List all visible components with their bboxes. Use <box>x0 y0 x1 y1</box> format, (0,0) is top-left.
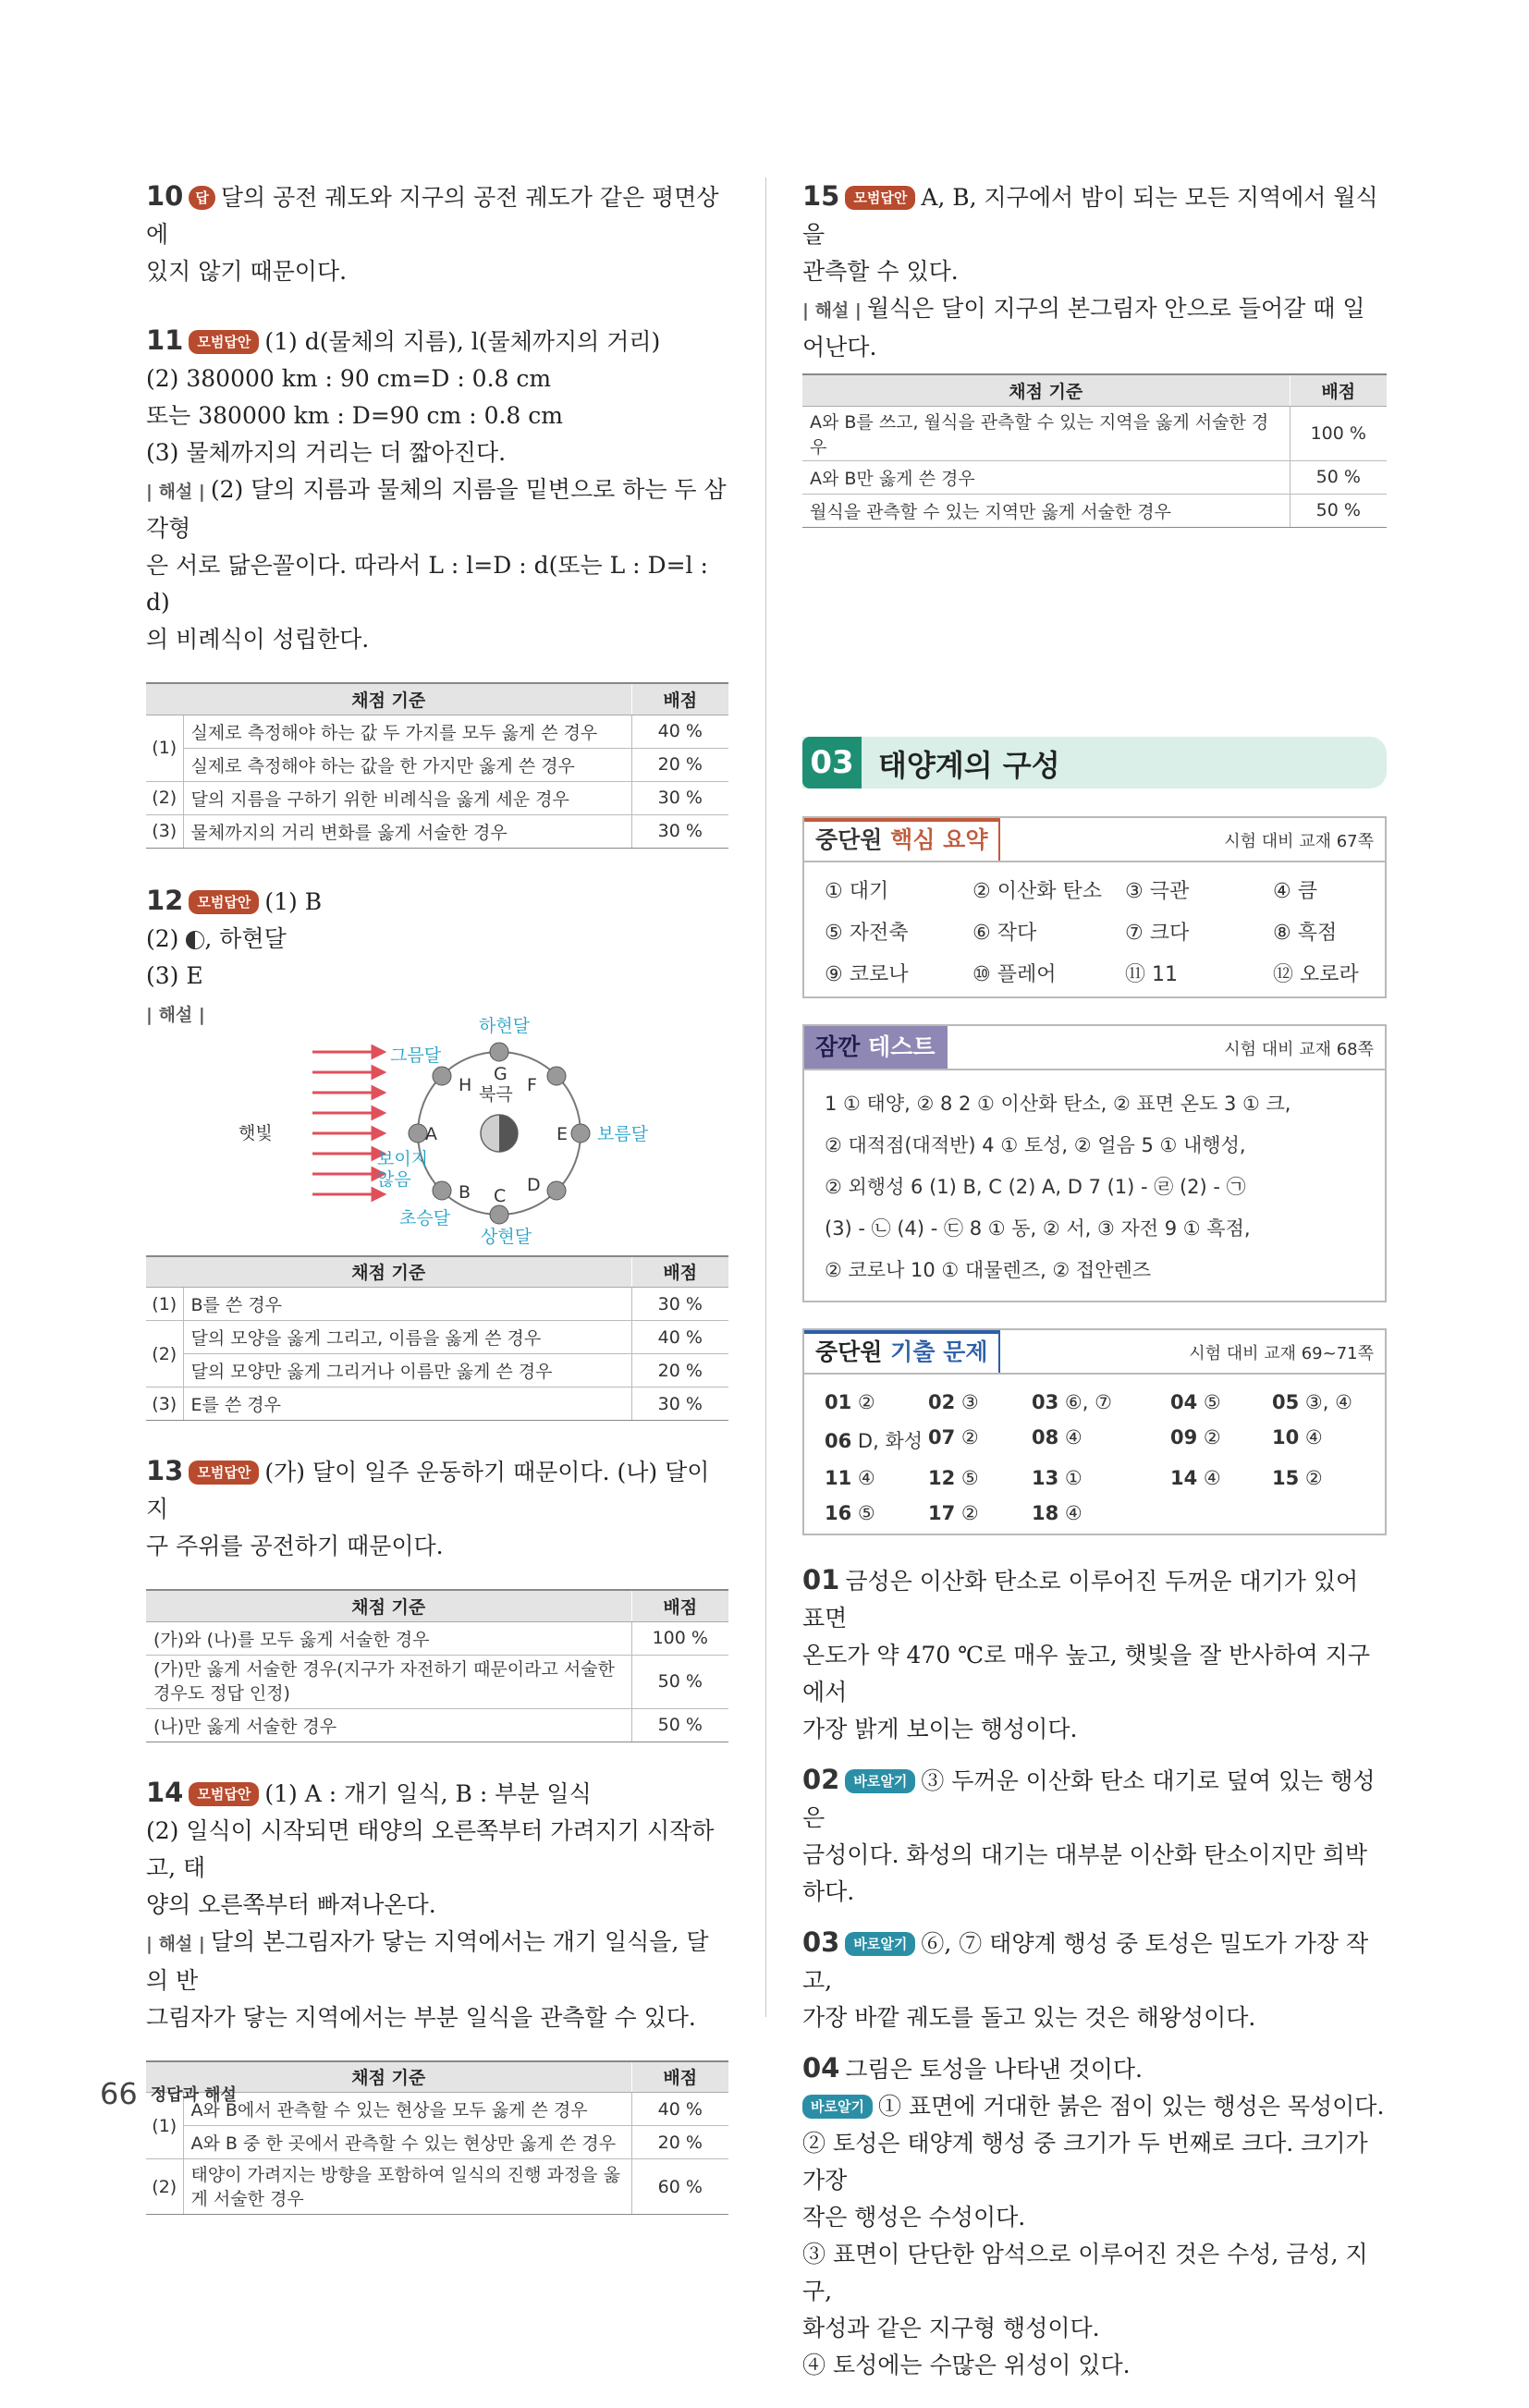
table-row: (1) 실제로 측정해야 하는 값 두 가지를 모두 옳게 쓴 경우 40 % <box>146 715 728 748</box>
page-footer <box>100 2076 237 2111</box>
page-number: 66 <box>100 2076 138 2111</box>
answer-text: (3) E <box>146 961 203 989</box>
question-03-explanation: 03 바로알기 ⑥, ⑦ 태양계 행성 중 토성은 밀도가 가장 작고, 가장 바깥 궤도를 돌고 있는 것은 해왕성이다. <box>802 1925 1369 2031</box>
explanation-label: | 해설 | <box>146 1933 205 1954</box>
list-item: ⑩ 플레어 <box>972 962 1057 986</box>
answer-text: 달의 공전 궤도와 지구의 공전 궤도가 같은 평면상에 <box>146 184 719 248</box>
grading-table-12 <box>146 1255 728 1422</box>
test-answer-line: ② 외행성 6 (1) B, C (2) A, D 7 (1) - ㉣ (2) - ㉠ <box>825 1175 1246 1198</box>
correction-badge: 바로알기 <box>845 1932 915 1956</box>
list-item: ⑤ 자전축 <box>825 921 909 945</box>
explanation-text: 달의 본그림자가 닿는 지역에서는 개기 일식을, 달의 반 <box>146 1927 709 1994</box>
exam-answer-item: 08 ④ <box>1032 1425 1083 1448</box>
explanation-text: 월식은 달이 지구의 본그림자 안으로 들어갈 때 일어난다. <box>802 295 1365 361</box>
exam-answer-item: 14 ④ <box>1170 1466 1221 1489</box>
svg-text:상현달: 상현달 <box>481 1226 532 1247</box>
list-item: ② 이산화 탄소 <box>972 879 1102 903</box>
grading-table-11 <box>146 682 728 849</box>
answer-text: (가) 달이 일주 운동하기 때문이다. (나) 달이 지 <box>146 1459 710 1522</box>
problem-10 <box>146 177 728 290</box>
summary-tab: 중단원 핵심 요약 <box>804 818 1000 861</box>
table-row: (2) 달의 모양을 옳게 그리고, 이름을 옳게 쓴 경우 40 % <box>146 1321 728 1354</box>
explanation-text: 그림자가 닿는 지역에서는 부분 일식을 관측할 수 있다. <box>146 2003 696 2031</box>
moon-phase-icon <box>186 931 204 949</box>
answer-text: (1) B <box>264 887 323 915</box>
exam-box <box>802 1328 1387 1535</box>
explanation-label: | 해설 | <box>146 1004 205 1025</box>
svg-text:A: A <box>425 1123 437 1144</box>
question-01-explanation: 01 금성은 이산화 탄소로 이루어진 두꺼운 대기가 있어 표면 온도가 약 470 ℃로 매우 높고, 햇빛을 잘 반사하여 지구에서 가장 밝게 보이는 행성이다. <box>802 1563 1371 1742</box>
explanation-text: 의 비례식이 성립한다. <box>146 626 370 653</box>
column-divider <box>765 177 766 2017</box>
exam-answer-item: 04 ⑤ <box>1170 1390 1221 1413</box>
spacer <box>802 552 1387 737</box>
test-answer-line: ② 코로나 10 ① 대물렌즈, ② 접안렌즈 <box>825 1258 1152 1281</box>
table-row: (2) 태양이 가려지는 방향을 포함하여 일식의 진행 과정을 옳게 서술한 경우 60 % <box>146 2159 728 2215</box>
svg-text:G: G <box>494 1063 508 1084</box>
sunlight-label: 햇빛 <box>239 1122 273 1143</box>
list-item: ⑨ 코로나 <box>825 962 909 986</box>
model-answer-badge: 모범답안 <box>845 186 915 210</box>
table-row: (3) E를 쓴 경우 30 % <box>146 1387 728 1421</box>
answer-text: 양의 오른쪽부터 빠져나온다. <box>146 1890 436 1918</box>
test-answer-line: ② 대적점(대적반) 4 ① 토성, ② 얼음 5 ① 내행성, <box>825 1133 1246 1156</box>
list-item: ⑧ 흑점 <box>1273 921 1338 945</box>
table-row: (1) A와 B에서 관측할 수 있는 현상을 모두 옳게 쓴 경우 40 % <box>146 2093 728 2126</box>
table-header: 채점 기준 <box>146 1256 631 1288</box>
reference-text: 시험 대비 교재 67쪽 <box>1224 831 1374 851</box>
answer-text: 관측할 수 있다. <box>802 258 959 285</box>
table-header: 배점 <box>631 1590 728 1621</box>
table-header: 채점 기준 <box>802 374 1290 406</box>
svg-text:보름달: 보름달 <box>597 1123 649 1144</box>
table-row: (2) 달의 지름을 구하기 위한 비례식을 옳게 세운 경우 30 % <box>146 781 728 814</box>
table-header: 배점 <box>1290 374 1387 406</box>
svg-text:북극: 북극 <box>479 1083 513 1105</box>
correction-badge: 바로알기 <box>802 2095 873 2119</box>
svg-text:E: E <box>557 1123 569 1144</box>
list-item: ④ 큼 <box>1273 879 1317 903</box>
footer-title: 정답과 해설 <box>150 2085 237 2105</box>
table-row: A와 B를 쓰고, 월식을 관측할 수 있는 지역을 옳게 서술한 경우 100 % <box>802 406 1387 460</box>
question-number: 03 <box>802 1925 840 1958</box>
moon-phase-diagram <box>202 1015 719 1246</box>
summary-box <box>802 816 1387 998</box>
reference-text: 시험 대비 교재 68쪽 <box>1224 1039 1374 1059</box>
exam-answer-item: 03 ⑥, ⑦ <box>1032 1390 1112 1413</box>
explanation-label: | 해설 | <box>146 482 205 502</box>
right-column <box>802 177 1387 2408</box>
exam-tab: 중단원 기출 문제 <box>804 1330 1000 1373</box>
model-answer-badge: 모범답안 <box>189 1782 259 1806</box>
table-header: 배점 <box>631 2061 728 2093</box>
table-row: (가)만 옳게 서술한 경우(지구가 자전하기 때문이라고 서술한 경우도 정답 인정) 50 % <box>146 1655 728 1708</box>
exam-answer-item: 16 ⑤ <box>825 1501 875 1524</box>
summary-grid <box>825 875 1366 987</box>
test-answer-line: (3) - ㉡ (4) - ㉢ 8 ① 동, ② 서, ③ 자전 9 ① 흑점, <box>825 1216 1251 1240</box>
reference-text: 시험 대비 교재 69~71쪽 <box>1189 1343 1374 1363</box>
question-04-explanation: 04 그림은 토성을 나타낸 것이다. 바로알기 ① 표면에 거대한 붉은 점이 있는 행성은 목성이다. ② 토성은 태양계 행성 중 크기가 두 번째로 크다. 크기가 가장 작은 행성은 수성이다. ③ 표면이 단단한 암석으로 이루어진 것은 수성, 금성, 지구, 화성과 같은 지구형 행성이다. ④ 토성에는 수많은 위성이 있다. <box>802 2051 1385 2378</box>
grading-table-13 <box>146 1589 728 1742</box>
answer-text: (1) A : 개기 일식, B : 부분 일식 <box>264 1779 592 1807</box>
exam-answer-item: 01 ② <box>825 1390 875 1413</box>
answer-text: 구 주위를 공전하기 때문이다. <box>146 1533 444 1559</box>
correction-badge: 바로알기 <box>845 1769 915 1793</box>
exam-answer-item: 17 ② <box>928 1501 979 1524</box>
quicktest-box <box>802 1024 1387 1302</box>
table-row: A와 B만 옳게 쓴 경우 50 % <box>802 460 1387 494</box>
problem-number: 12 <box>146 884 184 916</box>
table-row: (3) 물체까지의 거리 변화를 옳게 서술한 경우 30 % <box>146 814 728 848</box>
table-header: 채점 기준 <box>146 683 631 715</box>
exam-answer-item: 15 ② <box>1272 1466 1323 1489</box>
problem-12: 12 모범답안 (1) B (2) , 하현달 (3) E | 해설 | <box>146 882 728 1033</box>
table-row: 실제로 측정해야 하는 값을 한 가지만 옳게 쓴 경우 20 % <box>146 748 728 781</box>
svg-text:않음: 않음 <box>377 1168 411 1190</box>
explanation-text: 은 서로 닮은꼴이다. 따라서 L : l=D : d(또는 L : D=l : d) <box>146 552 708 616</box>
svg-text:D: D <box>527 1174 541 1195</box>
svg-text:C: C <box>494 1185 507 1206</box>
table-header: 채점 기준 <box>146 2061 631 2093</box>
svg-text:H: H <box>459 1074 472 1095</box>
answer-text: (2) 380000 km : 90 cm=D : 0.8 cm <box>146 365 552 392</box>
table-row: A와 B 중 한 곳에서 관측할 수 있는 현상만 옳게 쓴 경우 20 % <box>146 2126 728 2159</box>
question-number: 02 <box>802 1763 840 1795</box>
exam-answer-item: 07 ② <box>928 1425 979 1448</box>
explanation-text: (2) 달의 지름과 물체의 지름을 밑변으로 하는 두 삼각형 <box>146 476 727 542</box>
exam-answer-item: 11 ④ <box>825 1466 875 1489</box>
answer-text: (2) 일식이 시작되면 태양의 오른쪽부터 가려지기 시작하고, 태 <box>146 1816 715 1881</box>
exam-answer-item: 10 ④ <box>1272 1425 1323 1448</box>
answer-text: 또는 380000 km : D=90 cm : 0.8 cm <box>146 402 563 429</box>
grading-table-15 <box>802 373 1387 528</box>
model-answer-badge: 모범답안 <box>189 890 259 914</box>
question-number: 04 <box>802 2051 840 2084</box>
svg-text:F: F <box>527 1074 537 1095</box>
list-item: ⑥ 작다 <box>972 921 1037 945</box>
problem-number: 11 <box>146 324 184 356</box>
test-answer-line: 1 ① 태양, ② 8 2 ① 이산화 탄소, ② 표면 온도 3 ① 크, <box>825 1092 1291 1115</box>
exam-answer-item: 09 ② <box>1170 1425 1221 1448</box>
list-item: ① 대기 <box>825 879 889 903</box>
list-item: ⑫ 오로라 <box>1273 962 1359 986</box>
svg-text:보이지: 보이지 <box>377 1148 429 1169</box>
problem-13 <box>146 1452 728 1565</box>
question-02-explanation: 02 바로알기 ③ 두꺼운 이산화 탄소 대기로 덮여 있는 행성은 금성이다. 화성의 대기는 대부분 이산화 탄소이지만 희박하다. <box>802 1763 1376 1905</box>
table-row: 월식을 관측할 수 있는 지역만 옳게 서술한 경우 50 % <box>802 494 1387 527</box>
table-header: 배점 <box>631 683 728 715</box>
answer-badge: 답 <box>189 186 215 210</box>
problem-number: 13 <box>146 1455 184 1486</box>
table-row: (1) B를 쓴 경우 30 % <box>146 1288 728 1321</box>
problem-number: 15 <box>802 180 840 212</box>
model-answer-badge: 모범답안 <box>189 330 259 354</box>
table-header: 배점 <box>631 1256 728 1288</box>
svg-text:하현달: 하현달 <box>479 1015 531 1036</box>
exam-answer-item: 06 D, 화성 <box>825 1429 924 1452</box>
sunlight-arrows <box>312 1046 384 1200</box>
exam-answer-item: 18 ④ <box>1032 1501 1083 1524</box>
exam-answer-item: 12 ⑤ <box>928 1466 979 1489</box>
exam-answer-item: 05 ③, ④ <box>1272 1390 1352 1413</box>
question-number: 01 <box>802 1563 840 1595</box>
svg-text:초승달: 초승달 <box>399 1207 451 1228</box>
answer-text: (1) d(물체의 지름), l(물체까지의 거리) <box>264 328 661 355</box>
section-header <box>802 737 1387 788</box>
exam-answer-item: 02 ③ <box>928 1390 979 1413</box>
problem-number: 10 <box>146 180 184 212</box>
list-item: ⑪ 11 <box>1125 962 1178 986</box>
svg-text:그믐달: 그믐달 <box>390 1045 442 1066</box>
problem-number: 14 <box>146 1776 184 1808</box>
problem-11 <box>146 322 728 658</box>
table-row: (나)만 옳게 서술한 경우 50 % <box>146 1708 728 1742</box>
list-item: ③ 극관 <box>1125 879 1190 903</box>
table-header: 채점 기준 <box>146 1590 631 1621</box>
left-column <box>146 177 728 2239</box>
list-item: ⑦ 크다 <box>1125 921 1190 945</box>
exam-answer-grid <box>825 1391 1366 1524</box>
problem-14 <box>146 1774 728 2036</box>
problem-15 <box>802 177 1387 366</box>
exam-answer-item: 13 ① <box>1032 1466 1083 1489</box>
model-answer-badge: 모범답안 <box>189 1461 259 1485</box>
table-row: (가)와 (나)를 모두 옳게 서술한 경우 100 % <box>146 1621 728 1655</box>
answer-text: (3) 물체까지의 거리는 더 짧아진다. <box>146 439 507 466</box>
section-number: 03 <box>802 737 862 788</box>
table-row: 달의 모양만 옳게 그리거나 이름만 옳게 쓴 경우 20 % <box>146 1354 728 1387</box>
explanation-label: | 해설 | <box>802 300 862 321</box>
section-title: 태양계의 구성 <box>878 747 1060 783</box>
answer-text: 있지 않기 때문이다. <box>146 258 348 285</box>
svg-text:B: B <box>459 1181 471 1203</box>
quicktest-tab: 잠깐 테스트 <box>804 1026 948 1069</box>
answer-text: A, B, 지구에서 밤이 되는 모든 지역에서 월식을 <box>802 184 1378 248</box>
